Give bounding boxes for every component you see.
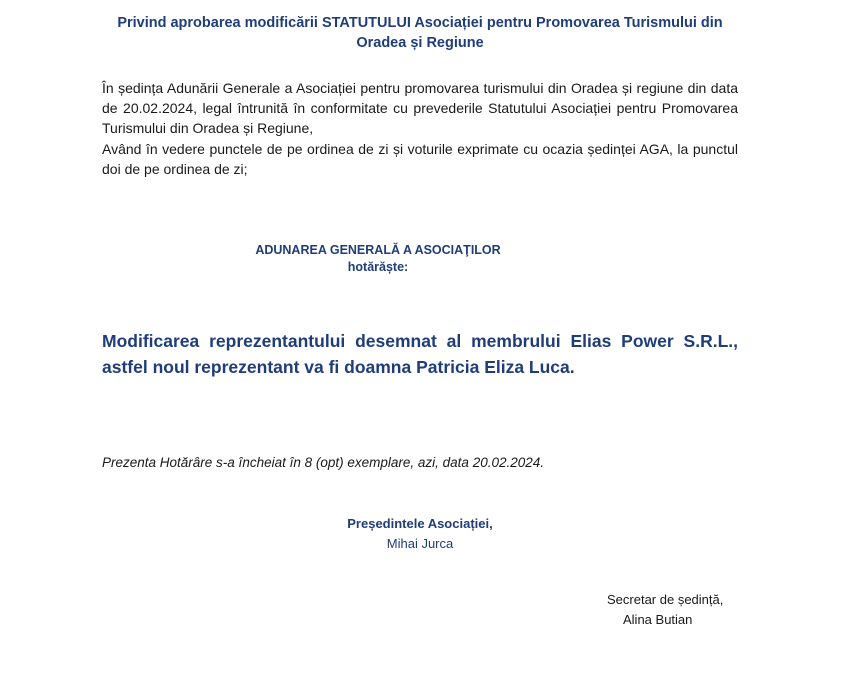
assembly-heading: ADUNAREA GENERALĂ A ASOCIAŢILOR (255, 243, 501, 257)
president-signature-block (280, 514, 560, 554)
secretary-role: Secretar de ședință, (607, 592, 724, 607)
intro-paragraph-agenda: Având în vedere punctele de pe ordinea de zi și voturile exprimate cu ocazia ședinței AGA, la punctul doi de pe ordinea de zi; (102, 140, 738, 177)
secretary-signature-block (598, 590, 758, 630)
secretary-name: Alina Butian (623, 612, 693, 627)
president-name: Mihai Jurca (386, 536, 454, 551)
closing-text: Prezenta Hotărâre s-a încheiat în 8 (opt) exemplare, azi, data 20.02.2024. (102, 455, 545, 470)
decision-text: Modificarea reprezentantului desemnat al membrului Elias Power S.R.L., astfel noul reprezentant va fi doamna Patricia Eliza Luca. (102, 331, 738, 377)
president-role: Președintele Asociației, (347, 516, 493, 531)
document-subject: Privind aprobarea modificării STATUTULUI Asociației pentru Promovarea Turismului din Oradea și Regiune (117, 15, 723, 51)
intro-section (102, 78, 738, 179)
intro-paragraph-meeting: În ședința Adunării Generale a Asociației pentru promovarea turismului din Oradea și regiune din data de 20.02.2024, legal întrunită în conformitate cu prevederile Statutului Asociației pentru Promovarea Turismului din Oradea și Regiune, (102, 80, 738, 137)
assembly-verb: hotărăște: (347, 260, 409, 274)
assembly-block (100, 242, 656, 276)
